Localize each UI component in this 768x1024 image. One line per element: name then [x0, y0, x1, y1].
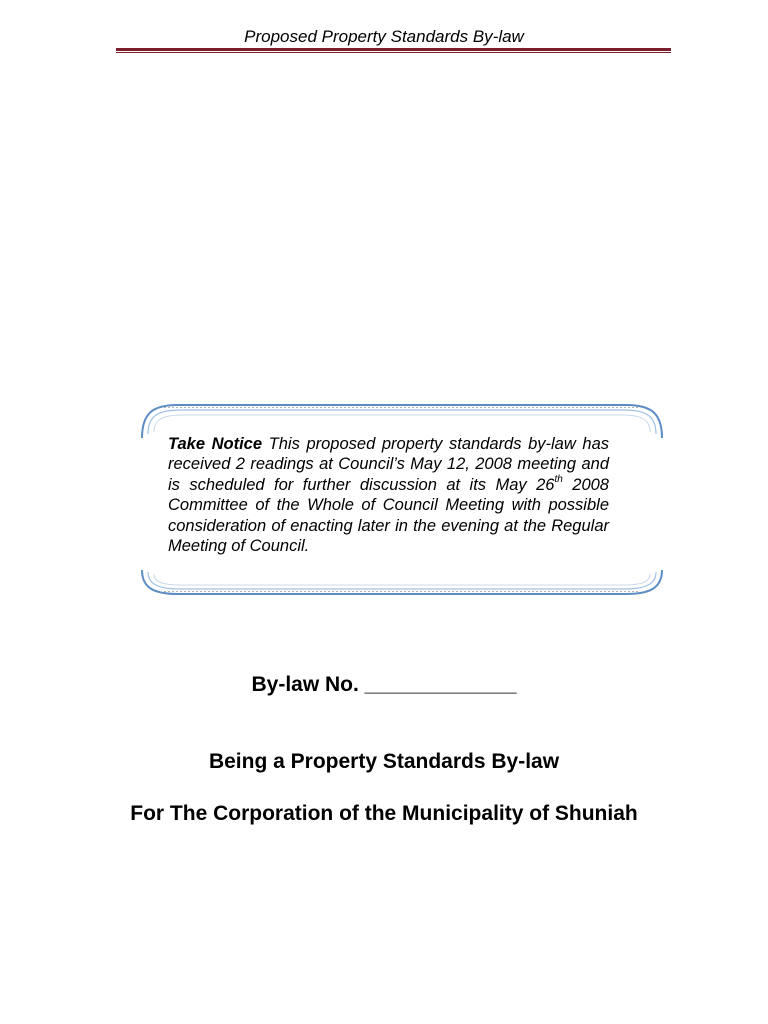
- header-rule-thick: [116, 48, 671, 51]
- header-rule-thin: [116, 52, 671, 53]
- notice-lead: Take Notice: [168, 435, 263, 453]
- header-rule: [116, 48, 671, 54]
- bylaw-number-heading: By-law No. _____________: [251, 673, 517, 696]
- bylaw-corporation-heading: For The Corporation of the Municipality of Shuniah: [130, 802, 638, 825]
- notice-body-end: 2008 Committee of the Whole of Council Meeting with possible consideration of enacting later in the evening at the Regular Meeting of Council.: [168, 475, 609, 556]
- running-header: Proposed Property Standards By-law: [244, 27, 524, 46]
- notice-body-start: This proposed property standards by-law has received 2 readings at Council’s May 12, 2008 meeting and is scheduled for further discussion at its May 26: [168, 435, 609, 494]
- bylaw-subtitle-heading: Being a Property Standards By-law: [208, 750, 560, 773]
- notice-paragraph: [168, 434, 609, 556]
- notice-superscript: th: [554, 474, 563, 486]
